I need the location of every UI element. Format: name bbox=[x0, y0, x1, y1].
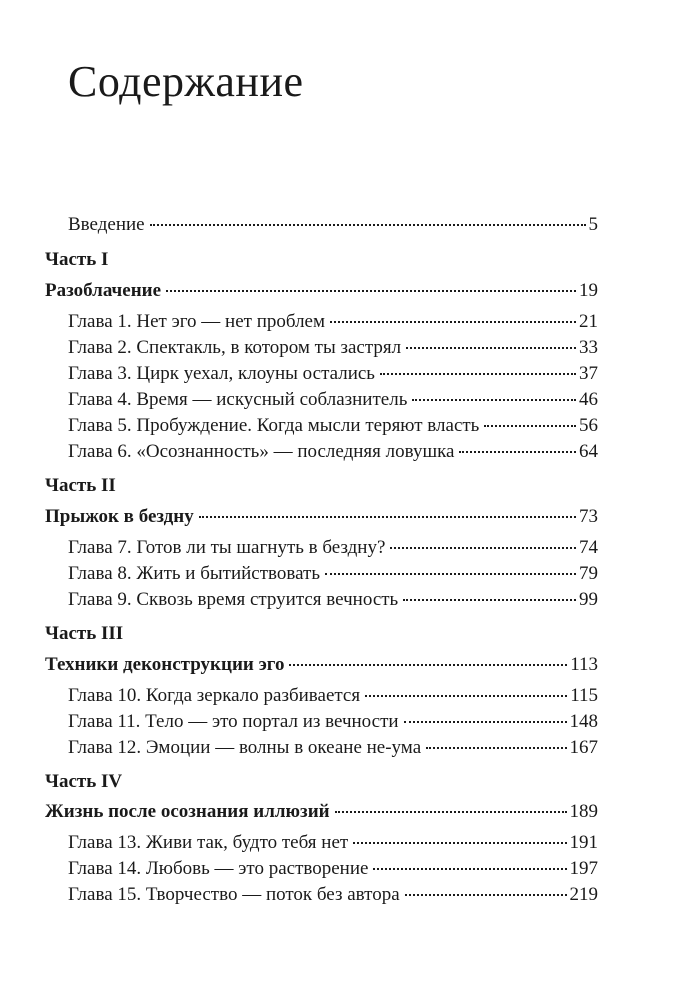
toc-entry-label: Техники деконструкции эго bbox=[45, 654, 285, 675]
toc-page-number: 99 bbox=[579, 589, 598, 610]
toc-entry-label: Глава 9. Сквозь время струится вечность bbox=[68, 589, 399, 610]
toc-chapter bbox=[68, 684, 598, 708]
toc-entry-label: Разоблачение bbox=[45, 280, 162, 301]
toc-entry-label: Глава 3. Цирк уехал, клоуны остались bbox=[68, 363, 375, 384]
toc-page-number: 191 bbox=[569, 832, 598, 853]
toc-entry-label: Глава 14. Любовь — это растворение bbox=[68, 858, 369, 879]
toc-page-number: 79 bbox=[579, 563, 598, 584]
toc-part-title bbox=[45, 800, 598, 824]
toc-chapter bbox=[68, 588, 598, 612]
toc-page-number: 113 bbox=[570, 654, 598, 675]
toc-page-number: 5 bbox=[588, 214, 598, 235]
toc-page-number: 37 bbox=[579, 363, 598, 384]
toc-entry-intro bbox=[68, 213, 598, 237]
toc-entry-label: Жизнь после осознания иллюзий bbox=[45, 801, 330, 822]
toc-page-number: 46 bbox=[579, 389, 598, 410]
toc-page-number: 148 bbox=[569, 711, 598, 732]
part-heading: Часть IV bbox=[45, 771, 123, 792]
toc-chapter bbox=[68, 562, 598, 586]
toc-part-title bbox=[45, 505, 598, 529]
toc-chapter bbox=[68, 414, 598, 438]
dot-leader bbox=[459, 451, 576, 453]
toc-entry-label: Глава 11. Тело — это портал из вечности bbox=[68, 711, 399, 732]
dot-leader bbox=[199, 516, 576, 518]
toc-chapter bbox=[68, 336, 598, 360]
page-title: Содержание bbox=[68, 57, 304, 106]
toc-page-number: 197 bbox=[569, 858, 598, 879]
toc-page-number: 73 bbox=[579, 506, 598, 527]
dot-leader bbox=[166, 290, 576, 292]
dot-leader bbox=[404, 721, 567, 723]
toc-entry-label: Глава 4. Время — искусный соблазнитель bbox=[68, 389, 408, 410]
toc-page-number: 21 bbox=[579, 311, 598, 332]
toc-page-number: 115 bbox=[570, 685, 598, 706]
dot-leader bbox=[405, 894, 567, 896]
toc-entry-label: Глава 8. Жить и бытийствовать bbox=[68, 563, 320, 584]
dot-leader bbox=[380, 373, 576, 375]
part-heading: Часть II bbox=[45, 475, 116, 496]
toc-page-number: 64 bbox=[579, 441, 598, 462]
toc-entry-label: Глава 7. Готов ли ты шагнуть в бездну? bbox=[68, 537, 386, 558]
dot-leader bbox=[426, 747, 566, 749]
toc-entry-label: Глава 1. Нет эго — нет проблем bbox=[68, 311, 326, 332]
toc-chapter bbox=[68, 388, 598, 412]
toc-entry-label: Глава 5. Пробуждение. Когда мысли теряют власть bbox=[68, 415, 480, 436]
toc-entry-label: Глава 10. Когда зеркало разбивается bbox=[68, 685, 361, 706]
toc-entry-label: Глава 13. Живи так, будто тебя нет bbox=[68, 832, 349, 853]
toc-chapter bbox=[68, 831, 598, 855]
toc-chapter bbox=[68, 310, 598, 334]
dot-leader bbox=[403, 599, 576, 601]
toc-page-number: 56 bbox=[579, 415, 598, 436]
toc-entry-label: Глава 15. Творчество — поток без автора bbox=[68, 884, 400, 905]
part-heading: Часть III bbox=[45, 623, 124, 644]
dot-leader bbox=[390, 547, 576, 549]
toc-page-number: 74 bbox=[579, 537, 598, 558]
dot-leader bbox=[325, 573, 576, 575]
toc-page-number: 167 bbox=[569, 737, 598, 758]
toc-entry-label: Глава 12. Эмоции — волны в океане не-ума bbox=[68, 737, 422, 758]
dot-leader bbox=[365, 695, 567, 697]
toc-entry-label: Прыжок в бездну bbox=[45, 506, 194, 527]
toc-entry-label: Глава 6. «Осознанность» — последняя ловушка bbox=[68, 441, 455, 462]
dot-leader bbox=[406, 347, 576, 349]
toc-page-number: 33 bbox=[579, 337, 598, 358]
dot-leader bbox=[412, 399, 576, 401]
toc-chapter bbox=[68, 440, 598, 464]
toc-part-title bbox=[45, 653, 598, 677]
toc-entry-label: Введение bbox=[68, 214, 145, 235]
dot-leader bbox=[150, 224, 586, 226]
toc-part-title bbox=[45, 279, 598, 303]
part-heading: Часть I bbox=[45, 249, 109, 270]
toc-chapter bbox=[68, 857, 598, 881]
dot-leader bbox=[335, 811, 567, 813]
toc-chapter bbox=[68, 710, 598, 734]
toc-chapter bbox=[68, 536, 598, 560]
toc-chapter bbox=[68, 883, 598, 907]
dot-leader bbox=[484, 425, 576, 427]
toc-page-number: 219 bbox=[569, 884, 598, 905]
dot-leader bbox=[330, 321, 576, 323]
toc-entry-label: Глава 2. Спектакль, в котором ты застрял bbox=[68, 337, 402, 358]
dot-leader bbox=[373, 868, 566, 870]
toc-chapter bbox=[68, 362, 598, 386]
toc-page-number: 19 bbox=[579, 280, 598, 301]
dot-leader bbox=[353, 842, 566, 844]
toc-page-number: 189 bbox=[569, 801, 598, 822]
dot-leader bbox=[289, 664, 567, 666]
toc-chapter bbox=[68, 736, 598, 760]
